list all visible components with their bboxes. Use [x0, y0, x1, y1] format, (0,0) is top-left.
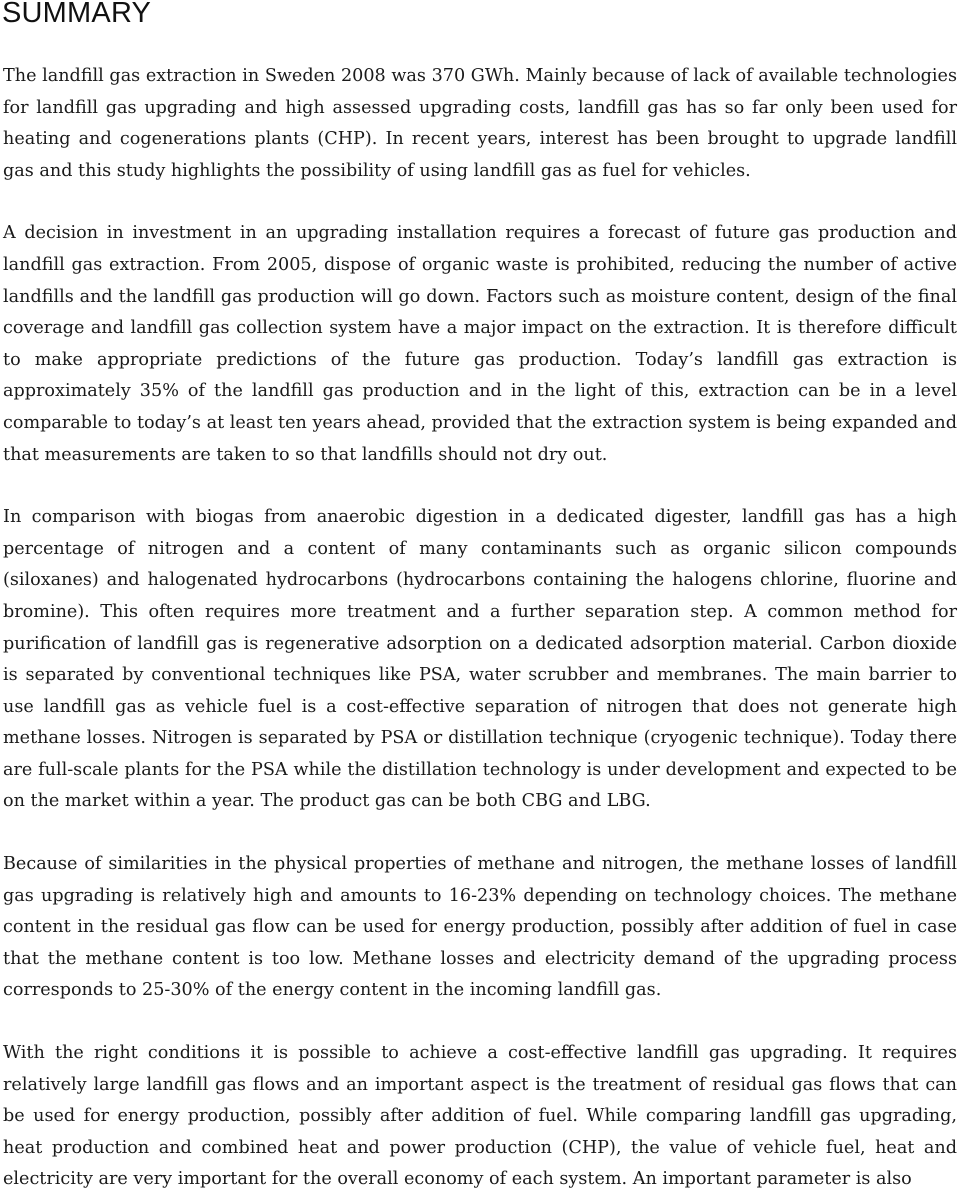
paragraph-4: Because of similarities in the physical properties of methane and nitrogen, the methane losses of landfill gas upgrading is relatively high and amounts to 16-23% depending on technology choices. The methane content in the residual gas flow can be used for energy production, possibly after addition of fuel in case that the methane content is too low. Methane losses and electricity demand of the upgrading process corresponds to 25-30% of the energy content in the incoming landfill gas. — [3, 854, 957, 1001]
paragraph-2: A decision in investment in an upgrading installation requires a forecast of future gas production and landfill gas extraction. From 2005, dispose of organic waste is prohibited, reducing the number of active landfills and the landfill gas production will go down. Factors such as moisture content, design of the final coverage and landfill gas collection system have a major impact on the extraction. It is therefore difficult to make appropriate predictions of the future gas production. Today’s landfill gas extraction is approximately 35% of the landfill gas production and in the light of this, extraction can be in a level comparable to today’s at least ten years ahead, provided that the extraction system is being expanded and that measurements are taken to so that landfills should not dry out. — [3, 223, 957, 465]
summary-body — [3, 61, 957, 1203]
section-heading: SUMMARY — [2, 0, 152, 29]
paragraph-5: With the right conditions it is possible to achieve a cost-effective landfill gas upgrading. It requires relatively large landfill gas flows and an important aspect is the treatment of residual gas flows that can be used for energy production, possibly after addition of fuel. While comparing landfill gas upgrading, heat production and combined heat and power production (CHP), the value of vehicle fuel, heat and electricity are very important for the overall economy of each system. An important parameter is also — [3, 1043, 957, 1190]
paragraph-3: In comparison with biogas from anaerobic digestion in a dedicated digester, landfill gas has a high percentage of nitrogen and a content of many contaminants such as organic silicon compounds (siloxanes) and halogenated hydrocarbons (hydrocarbons containing the halogens chlorine, fluorine and bromine). This often requires more treatment and a further separation step. A common method for purification of landfill gas is regenerative adsorption on a dedicated adsorption material. Carbon dioxide is separated by conventional techniques like PSA, water scrubber and membranes. The main barrier to use landfill gas as vehicle fuel is a cost-effective separation of nitrogen that does not generate high methane losses. Nitrogen is separated by PSA or distillation technique (cryogenic technique). Today there are full-scale plants for the PSA while the distillation technology is under development and expected to be on the market within a year. The product gas can be both CBG and LBG. — [3, 507, 957, 812]
paragraph-1: The landfill gas extraction in Sweden 2008 was 370 GWh. Mainly because of lack of available technologies for landfill gas upgrading and high assessed upgrading costs, landfill gas has so far only been used for heating and cogenerations plants (CHP). In recent years, interest has been brought to upgrade landfill gas and this study highlights the possibility of using landfill gas as fuel for vehicles. — [3, 66, 957, 181]
